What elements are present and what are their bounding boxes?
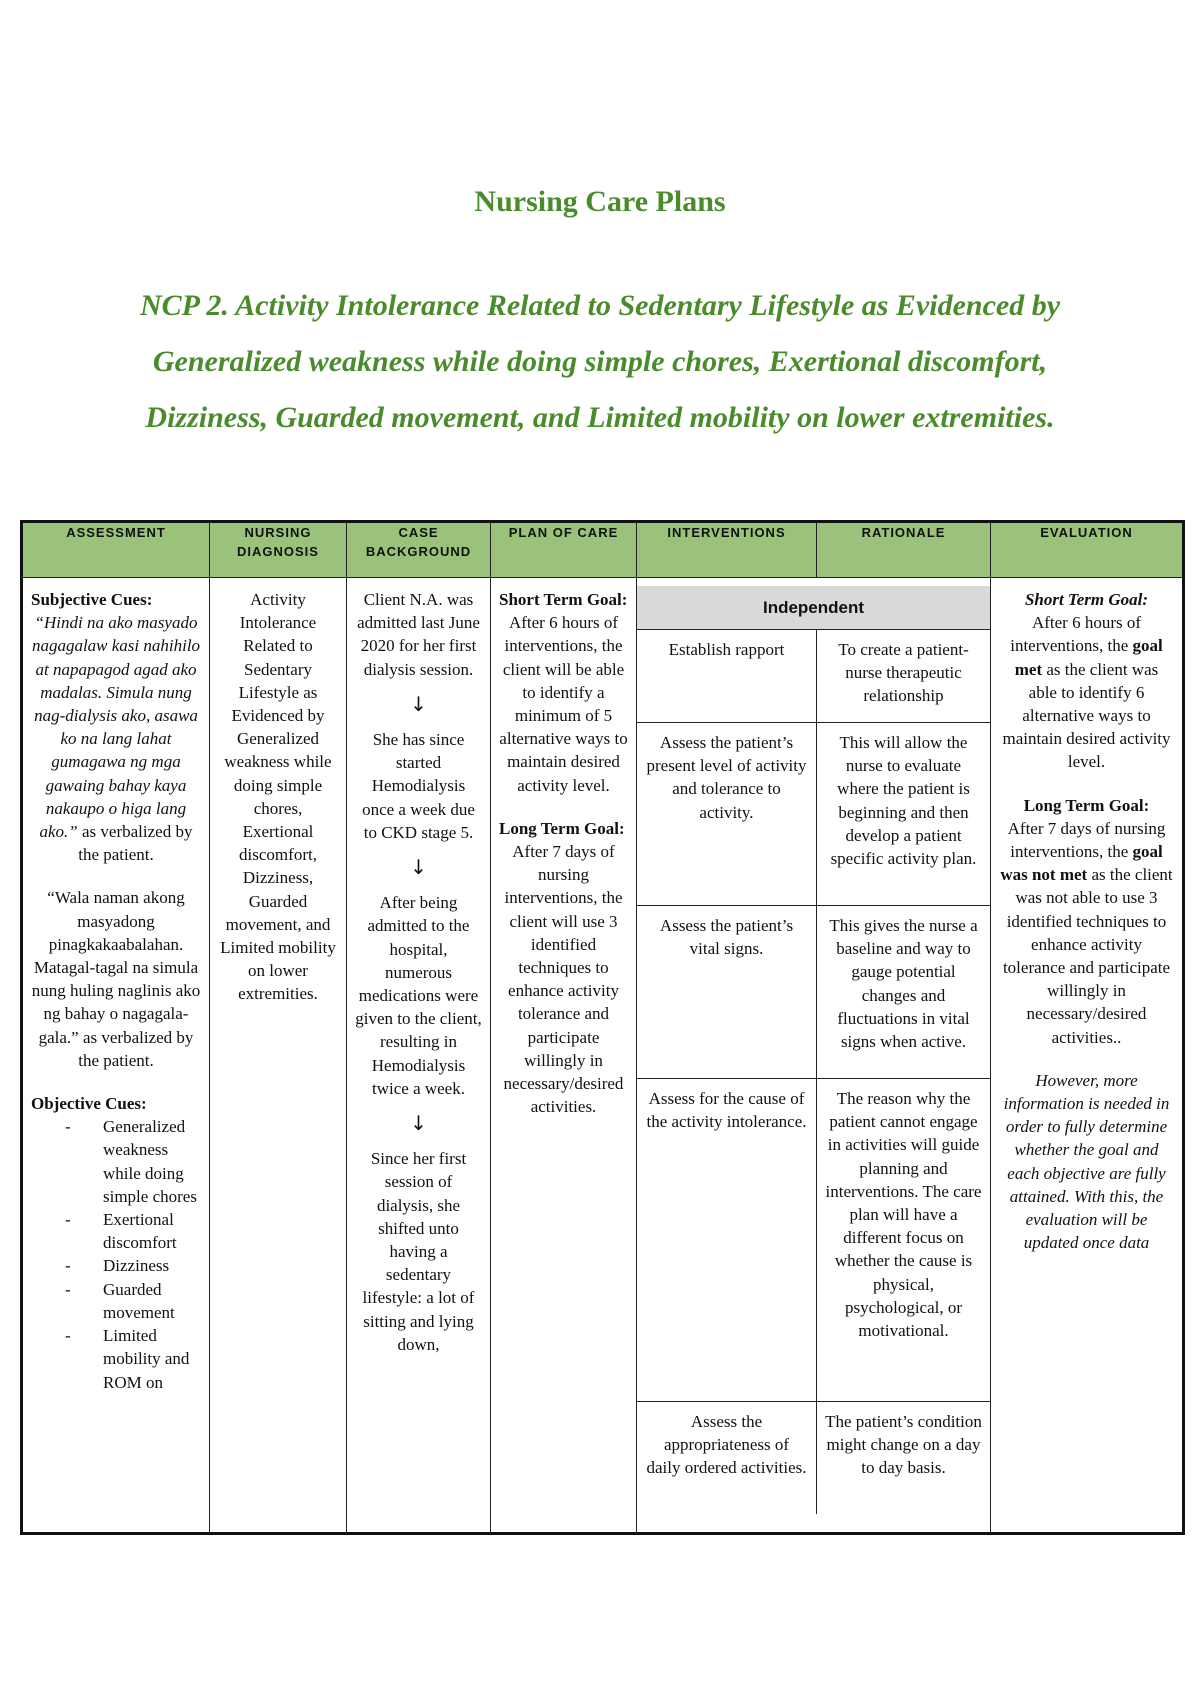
- header-row: [22, 522, 1184, 578]
- intervention-row: [637, 630, 990, 723]
- rationale-text: The reason why the patient cannot engage in activities will guide planning and interventions. The care plan will have a different focus on whether the cause is physical, psychological, or motivational.: [825, 1089, 982, 1341]
- list-item: - Dizziness: [31, 1254, 201, 1277]
- header-interventions: INTERVENTIONS: [637, 522, 817, 578]
- evaluation-cell: [991, 578, 1184, 1534]
- header-plan-of-care: PLAN OF CARE: [491, 522, 637, 578]
- subjective-label: Subjective Cues:: [31, 590, 153, 609]
- list-item: - Limited mobility and ROM on: [31, 1324, 201, 1394]
- intervention-row: [637, 906, 990, 1079]
- header-evaluation: EVALUATION: [991, 522, 1184, 578]
- case-paragraph-2: She has since started Hemodialysis once a week due to CKD stage 5.: [362, 730, 475, 842]
- intervention-text: Assess the appropriateness of daily ordered activities.: [637, 1402, 817, 1514]
- ncp-subtitle: NCP 2. Activity Intolerance Related to Sedentary Lifestyle as Evidenced by Generalized weakness while doing simple chores, Exertional discomfort, Dizziness, Guarded movement, and Limited mobility on lower extremities.: [139, 289, 1061, 434]
- assessment-cell: [22, 578, 210, 1534]
- down-arrow-icon: ↓: [410, 691, 427, 716]
- care-plan-table: [20, 520, 1185, 1535]
- plan-of-care-cell: [491, 578, 637, 1534]
- rationale-text: To create a patient-nurse therapeutic relationship: [838, 640, 969, 706]
- diagnosis-cell: [210, 578, 347, 1534]
- case-background-cell: [347, 578, 491, 1534]
- list-item: - Generalized weakness while doing simple chores: [31, 1115, 201, 1208]
- header-rationale: RATIONALE: [817, 522, 991, 578]
- intervention-row: [637, 1079, 990, 1402]
- down-arrow-icon: ↓: [410, 855, 427, 880]
- case-paragraph-3: After being admitted to the hospital, numerous medications were given to the client, resulting in Hemodialysis twice a week.: [355, 893, 482, 1098]
- diagnosis-text: Activity Intolerance Related to Sedentary Lifestyle as Evidenced by Generalized weakness while doing simple chores, Exertional discomfort, Dizziness, Guarded movement, and Limited mobility on lower extremities.: [220, 590, 336, 1004]
- objective-list: [31, 1115, 201, 1393]
- rationale-text: This gives the nurse a baseline and way to gauge potential changes and fluctuations in vital signs when active.: [829, 916, 978, 1052]
- objective-label: Objective Cues:: [31, 1094, 147, 1114]
- long-term-goal-label: Long Term Goal:: [499, 818, 625, 838]
- intervention-row: [637, 723, 990, 906]
- header-case-background: CASE BACKGROUND: [347, 522, 491, 578]
- independent-label: Independent: [637, 586, 990, 630]
- eval-short-term-text: After 6 hours of interventions, the goal met as the client was able to identify 6 alternative ways to maintain desired activity level.: [1002, 613, 1171, 772]
- header-assessment: ASSESSMENT: [22, 522, 210, 578]
- intervention-row: [637, 1402, 990, 1514]
- intervention-text: Assess for the cause of the activity intolerance.: [637, 1079, 817, 1401]
- subjective-quote-2: “Wala naman akong masyadong pinagkakaabalahan. Matagal-tagal na simula nung huling naglinis ako ng bahay o nagagala-gala.” as verbalized by the patient.: [31, 888, 201, 1070]
- eval-long-term-label: Long Term Goal:: [1023, 795, 1150, 815]
- subjective-quote-1: “Hindi na ako masyado nagagalaw kasi nahihilo at napapagod agad ako madalas. Simula nung nag-dialysis ako, asawa ko na lang lahat gumagawa ng mga gawaing bahay kaya nakaupo o higa lang ako.” as verbalized by the patient.: [31, 613, 201, 865]
- page-title: Nursing Care Plans: [474, 185, 726, 218]
- header-nursing-diagnosis: NURSING DIAGNOSIS: [210, 522, 347, 578]
- long-term-goal-text: After 7 days of nursing interventions, the client will use 3 identified techniques to enhance activity tolerance and participate willingly in necessary/desired activities.: [503, 842, 624, 1117]
- eval-long-term-text: After 7 days of nursing interventions, the goal was not met as the client was not able to use 3 identified techniques to enhance activity tolerance and participate willingly in necessary/desired activities..: [1000, 818, 1173, 1047]
- short-term-goal-text: After 6 hours of interventions, the client will be able to identify a minimum of 5 alternative ways to maintain desired activity level.: [499, 613, 628, 795]
- down-arrow-icon: ↓: [410, 1111, 427, 1136]
- list-item: - Guarded movement: [31, 1278, 201, 1324]
- eval-short-term-label: Short Term Goal:: [1024, 590, 1149, 609]
- rationale-text: This will allow the nurse to evaluate where the patient is beginning and then develop a patient specific activity plan.: [830, 733, 977, 869]
- interventions-rationale-cell: [637, 578, 991, 1534]
- rationale-text: The patient’s condition might change on a day to day basis.: [825, 1412, 982, 1478]
- intervention-text: Assess the patient’s present level of activity and tolerance to activity.: [637, 723, 817, 905]
- intervention-text: Assess the patient’s vital signs.: [637, 906, 817, 1078]
- short-term-goal-label: Short Term Goal:: [499, 590, 628, 609]
- case-paragraph-4: Since her first session of dialysis, she shifted unto having a sedentary lifestyle: a lot of sitting and lying down,: [362, 1149, 475, 1354]
- case-paragraph-1: Client N.A. was admitted last June 2020 for her first dialysis session.: [357, 590, 480, 679]
- list-item: - Exertional discomfort: [31, 1208, 201, 1254]
- eval-note: However, more information is needed in order to fully determine whether the goal and each objective are fully attained. With this, the evaluation will be updated once data: [1003, 1070, 1170, 1253]
- content-row: [22, 578, 1184, 1534]
- intervention-text: Establish rapport: [637, 630, 817, 722]
